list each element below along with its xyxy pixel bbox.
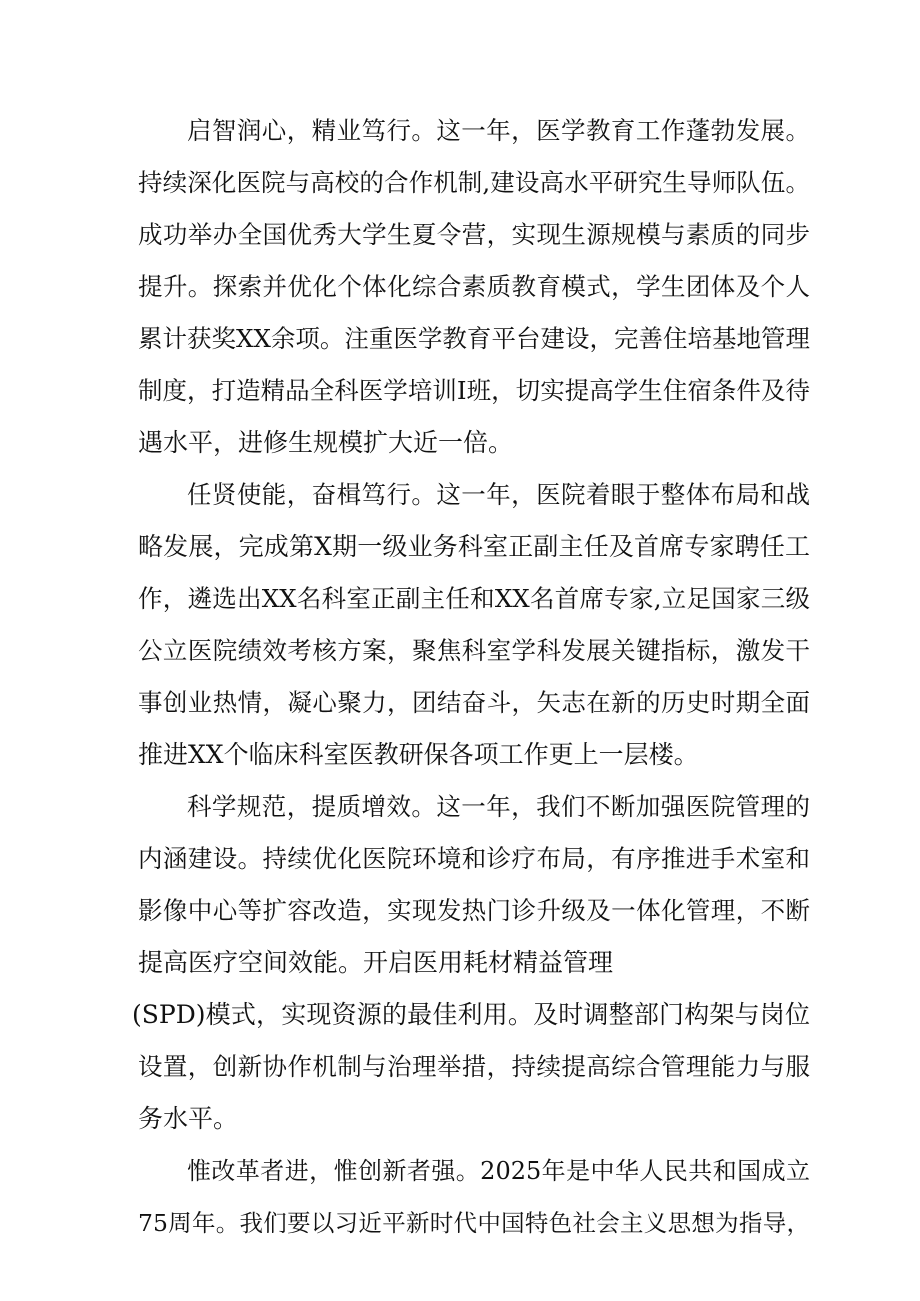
paragraph-1-line-1: 启智润心，精业笃行。这一年，医学教育工作蓬勃发展。 <box>187 116 810 145</box>
paragraph-2-line-4: 公立医院绩效考核方案，聚焦科室学科发展关键指标，激发干 <box>138 636 810 665</box>
paragraph-2-line-3: 作，遴选出XX名科室正副主任和XX名首席专家,立足国家三级 <box>138 584 810 613</box>
paragraph-1-line-5: 累计获奖XX余项。注重医学教育平台建设，完善住培基地管理 <box>138 324 810 353</box>
paragraph-2-line-1: 任贤使能，奋楫笃行。这一年，医院着眼于整体布局和战 <box>187 480 810 509</box>
paragraph-1-line-2: 持续深化医院与高校的合作机制,建设高水平研究生导师队伍。 <box>138 168 810 197</box>
paragraph-1-line-7: 遇水平，进修生规模扩大近一倍。 <box>138 428 514 457</box>
paragraph-1-line-4: 提升。探索并优化个体化综合素质教育模式，学生团体及个人 <box>138 272 810 301</box>
paragraph-3-line-2: 内涵建设。持续优化医院环境和诊疗布局，有序推进手术室和 <box>138 844 810 873</box>
paragraph-2-line-5: 事创业热情，凝心聚力，团结奋斗，矢志在新的历史时期全面 <box>138 688 810 717</box>
paragraph-3-line-7: 务水平。 <box>138 1104 239 1133</box>
paragraph-3-line-6: 设置，创新协作机制与治理举措，持续提高综合管理能力与服 <box>138 1052 810 1081</box>
paragraph-1-line-6: 制度，打造精品全科医学培训I班，切实提高学生住宿条件及待 <box>138 376 810 405</box>
paragraph-3-line-4: 提高医疗空间效能。开启医用耗材精益管理 <box>138 948 614 977</box>
paragraph-4-line-1: 惟改革者进，惟创新者强。2025年是中华人民共和国成立 <box>187 1157 810 1185</box>
paragraph-4-line-2: 75周年。我们要以习近平新时代中国特色社会主义思想为指导， <box>138 1209 810 1237</box>
paragraph-1-line-3: 成功举办全国优秀大学生夏令营，实现生源规模与素质的同步 <box>138 220 810 249</box>
paragraph-3-line-3: 影像中心等扩容改造，实现发热门诊升级及一体化管理，不断 <box>138 896 810 925</box>
paragraph-3-line-1: 科学规范，提质增效。这一年，我们不断加强医院管理的 <box>187 792 810 821</box>
paragraph-2-line-6: 推进XX个临床科室医教研保各项工作更上一层楼。 <box>138 740 699 769</box>
paragraph-3-line-5: (SPD)模式，实现资源的最佳利用。及时调整部门构架与岗位 <box>132 1000 810 1029</box>
paragraph-2-line-2: 略发展，完成第X期一级业务科室正副主任及首席专家聘任工 <box>138 532 810 561</box>
